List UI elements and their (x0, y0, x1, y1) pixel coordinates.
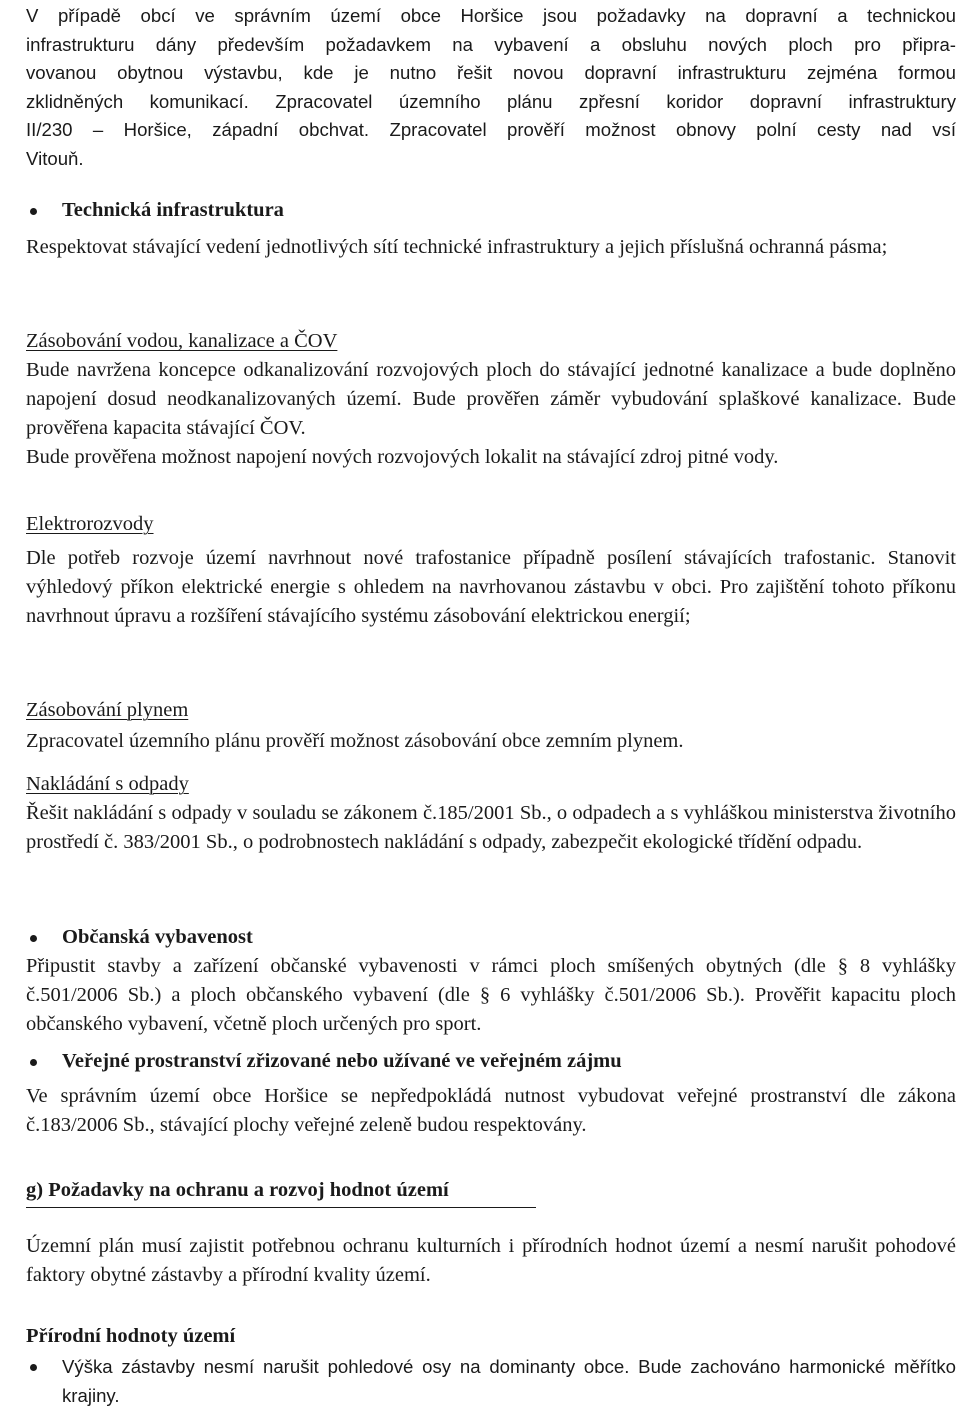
heading-voda: Zásobování vodou, kanalizace a ČOV (26, 330, 338, 352)
section-g (26, 1176, 956, 1290)
heading-odpady: Nakládání s odpady (26, 773, 189, 795)
heading-technicka: Technická infrastruktura (26, 196, 956, 225)
list-item: Výška zástavby nesmí narušit pohledové osy na dominanty obce. Bude zachováno harmonické měřítko krajiny. (26, 1352, 956, 1410)
section-elektro (26, 510, 956, 631)
heading-section-g: g) Požadavky na ochranu a rozvoj hodnot území (26, 1176, 536, 1208)
intro-line: infrastrukturu dány především požadavkem na vybavení a obsluhu nových ploch pro připra- (26, 33, 956, 55)
heading-verejne: Veřejné prostranství zřizované nebo užívané ve veřejném zájmu (26, 1047, 956, 1076)
section-plyn (26, 696, 956, 756)
section-voda (26, 327, 956, 472)
text-obcanska: Připustit stavby a zařízení občanské vybavenosti v rámci ploch smíšených obytných (dle § 8 vyhlášky č.501/2006 Sb.) a ploch občanského vybavení (dle § 6 vyhlášky č.501/2006 Sb.). Prověřit kapacitu ploch občanského vybavení, včetně ploch určených pro sport. (26, 955, 956, 1035)
text-elektro: Dle potřeb rozvoje území navrhnout nové trafostanice případně posílení stávajících trafostanic. Stanovit výhledový příkon elektrické energie s ohledem na navrhovanou zástavbu v obci. Pro zajištění tohoto příkonu navrhnout úpravu a rozšíření stávajícího systému zásobování elektrickou energií; (26, 547, 956, 627)
text-section-g: Územní plán musí zajistit potřebnou ochranu kulturních i přírodních hodnot území a nesmí narušit pohodové faktory obytné zástavby a přírodní kvality území. (26, 1235, 956, 1286)
section-technicka (26, 196, 956, 262)
text-voda: Bude navržena koncepce odkanalizování rozvojových ploch do stávající jednotné kanalizace a bude doplněno napojení dosud neodkanalizovaných území. Bude prověřen záměr vybudování splaškové kanalizace. Bude prověřena kapacita stávající ČOV. (26, 359, 956, 439)
section-odpady (26, 770, 956, 857)
intro-line: Vitouň. (26, 147, 84, 169)
intro-line: V případě obcí ve správním území obce Horšice jsou požadavky na dopravní a technickou (26, 5, 956, 26)
text-odpady: Řešit nakládání s odpady v souladu se zákonem č.185/2001 Sb., o odpadech a s vyhláškou ministerstva životního prostředí č. 383/2001 Sb., o podrobnostech nakládání s odpady, zabezpečit ekologické třídění odpadu. (26, 802, 956, 853)
text-plyn: Zpracovatel územního plánu prověří možnost zásobování obce zemním plynem. (26, 730, 684, 752)
section-obcanska (26, 923, 956, 1039)
section-verejne (26, 1047, 956, 1140)
intro-line: zklidněných komunikací. Zpracovatel územního plánu zpřesní koridor dopravní infrastruktury (26, 90, 956, 112)
text-verejne: Ve správním území obce Horšice se nepředpokládá nutnost vybudovat veřejné prostranství dle zákona č.183/2006 Sb., stávající plochy veřejné zeleně budou respektovány. (26, 1085, 956, 1136)
text-technicka: Respektovat stávající vedení jednotlivých sítí technické infrastruktury a jejich příslušná ochranná pásma; (26, 236, 888, 258)
heading-plyn: Zásobování plynem (26, 699, 189, 721)
heading-prirodni: Přírodní hodnoty území (26, 1325, 236, 1347)
heading-obcanska: Občanská vybavenost (26, 923, 956, 952)
heading-elektro: Elektrorozvody (26, 513, 154, 535)
intro-paragraph (26, 2, 956, 173)
text-voda-2: Bude prověřena možnost napojení nových rozvojových lokalit na stávající zdroj pitné vody. (26, 446, 779, 468)
intro-line: vovanou obytnou výstavbu, kde je nutno řešit novou dopravní infrastrukturu zejména formou (26, 62, 956, 83)
section-prirodni (26, 1322, 956, 1410)
intro-line: II/230 – Horšice, západní obchvat. Zpracovatel prověří možnost obnovy polní cesty nad vsí (26, 119, 956, 140)
